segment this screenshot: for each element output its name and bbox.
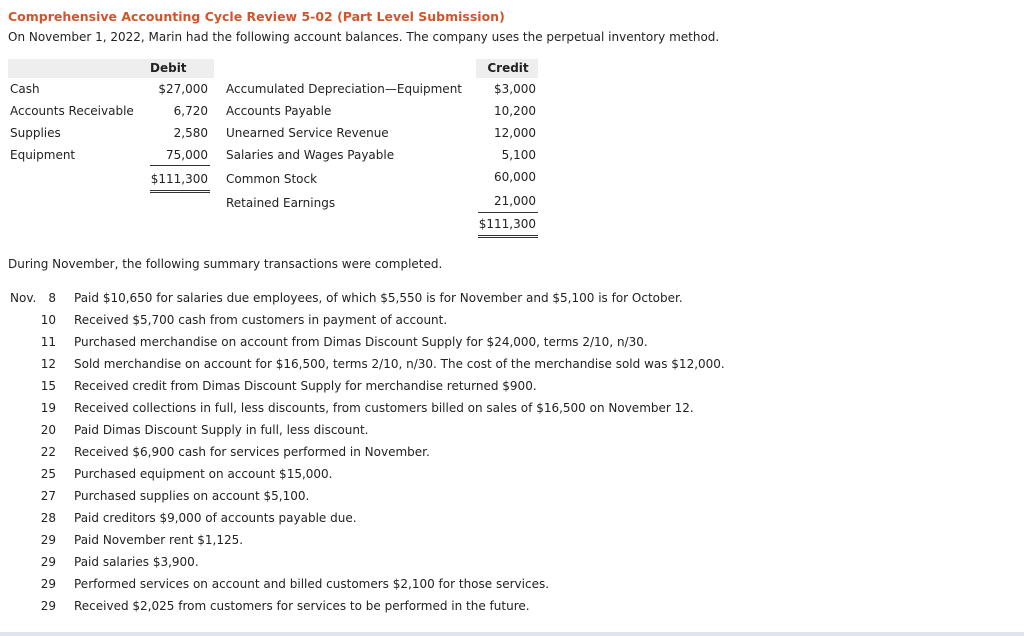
transaction-text: Purchased merchandise on account from Dimas Discount Supply for $24,000, terms 2/10, n/30.	[74, 335, 648, 349]
credit-account-salaries-payable: Salaries and Wages Payable	[226, 148, 395, 162]
transaction-text: Paid salaries $3,900.	[74, 555, 199, 569]
debit-amount-supplies: 2,580	[173, 126, 208, 140]
debit-account-ar: Accounts Receivable	[10, 104, 134, 118]
credit-amount-retained-earnings: 21,000	[494, 194, 536, 208]
transaction-text: Purchased equipment on account $15,000.	[74, 467, 333, 481]
debit-account-equipment: Equipment	[10, 148, 76, 162]
credit-amount-accum-dep: $3,000	[494, 82, 536, 96]
credit-header-band	[476, 59, 538, 78]
credit-account-retained-earnings: Retained Earnings	[226, 196, 336, 210]
transaction-text: Paid creditors $9,000 of accounts payable due.	[74, 511, 357, 525]
transaction-text: Received $5,700 cash from customers in payment of account.	[74, 313, 448, 327]
debit-amount-ar: 6,720	[173, 104, 208, 118]
transaction-text: Received credit from Dimas Discount Supply for merchandise returned $900.	[74, 379, 537, 393]
transaction-day: 15	[40, 379, 56, 393]
credit-account-ap: Accounts Payable	[226, 104, 332, 118]
transaction-month: Nov.	[10, 291, 37, 305]
transaction-day: 8	[48, 291, 56, 305]
transaction-row	[8, 310, 768, 330]
transaction-day: 19	[40, 401, 56, 415]
transaction-day: 12	[40, 357, 56, 371]
debit-amount-cash: $27,000	[158, 82, 208, 96]
debit-amount-equipment: 75,000	[166, 148, 208, 162]
transaction-text: Sold merchandise on account for $16,500, terms 2/10, n/30. The cost of the merchandise sold was $12,000.	[74, 357, 725, 371]
transaction-row	[8, 596, 768, 616]
transaction-day: 29	[40, 555, 56, 569]
transaction-day: 27	[40, 489, 56, 503]
transaction-text: Purchased supplies on account $5,100.	[74, 489, 310, 503]
transaction-text: Performed services on account and billed customers $2,100 for those services.	[74, 577, 550, 591]
transaction-day: 20	[40, 423, 56, 437]
transaction-day: 11	[40, 335, 56, 349]
transaction-row	[8, 420, 768, 440]
credit-amount-unearned: 12,000	[494, 126, 536, 140]
bottom-border	[0, 632, 1024, 636]
transaction-text: Paid Dimas Discount Supply in full, less discount.	[74, 423, 369, 437]
transaction-day: 29	[40, 599, 56, 613]
transaction-day: 25	[40, 467, 56, 481]
credit-account-unearned: Unearned Service Revenue	[226, 126, 389, 140]
debit-total-double-rule	[150, 190, 210, 193]
transaction-text: Received collections in full, less discounts, from customers billed on sales of $16,500 on November 12.	[74, 401, 694, 415]
transaction-row	[8, 398, 768, 418]
credit-account-accum-dep: Accumulated Depreciation—Equipment	[226, 82, 463, 96]
problem-title: Comprehensive Accounting Cycle Review 5-02 (Part Level Submission)	[8, 9, 505, 24]
credit-amount-salaries-payable: 5,100	[501, 148, 536, 162]
transaction-day: 22	[40, 445, 56, 459]
transaction-text: Received $6,900 cash for services performed in November.	[74, 445, 430, 459]
transaction-text: Paid November rent $1,125.	[74, 533, 244, 547]
debit-total: $111,300	[150, 172, 208, 186]
transaction-text: Paid $10,650 for salaries due employees, of which $5,550 is for November and $5,100 is for October.	[74, 291, 683, 305]
transaction-row	[8, 552, 768, 572]
transaction-day: 28	[40, 511, 56, 525]
transactions-intro: During November, the following summary transactions were completed.	[8, 257, 443, 271]
credit-amount-common-stock: 60,000	[494, 170, 536, 184]
transaction-day: 10	[40, 313, 56, 327]
transaction-row	[8, 332, 768, 352]
debit-account-supplies: Supplies	[10, 126, 61, 140]
transaction-row	[8, 376, 768, 396]
credit-total-rule	[478, 212, 538, 213]
transaction-row	[8, 530, 768, 550]
debit-total-rule	[150, 165, 210, 166]
intro-text: On November 1, 2022, Marin had the following account balances. The company uses the perpetual inventory method.	[8, 30, 720, 44]
transaction-day: 29	[40, 577, 56, 591]
credit-total-double-rule	[478, 235, 538, 238]
transaction-row	[8, 508, 768, 528]
transaction-day: 29	[40, 533, 56, 547]
credit-amount-ap: 10,200	[494, 104, 536, 118]
debit-account-cash: Cash	[10, 82, 40, 96]
credit-header: Credit	[487, 61, 529, 75]
credit-account-common-stock: Common Stock	[226, 172, 318, 186]
transaction-row	[8, 574, 768, 594]
transaction-text: Received $2,025 from customers for services to be performed in the future.	[74, 599, 530, 613]
debit-header: Debit	[150, 61, 187, 75]
transaction-row	[8, 464, 768, 484]
transaction-row	[8, 288, 768, 308]
transaction-row	[8, 486, 768, 506]
transaction-row	[8, 354, 768, 374]
debit-header-band	[8, 59, 214, 78]
credit-total: $111,300	[478, 217, 536, 231]
transaction-row	[8, 442, 768, 462]
